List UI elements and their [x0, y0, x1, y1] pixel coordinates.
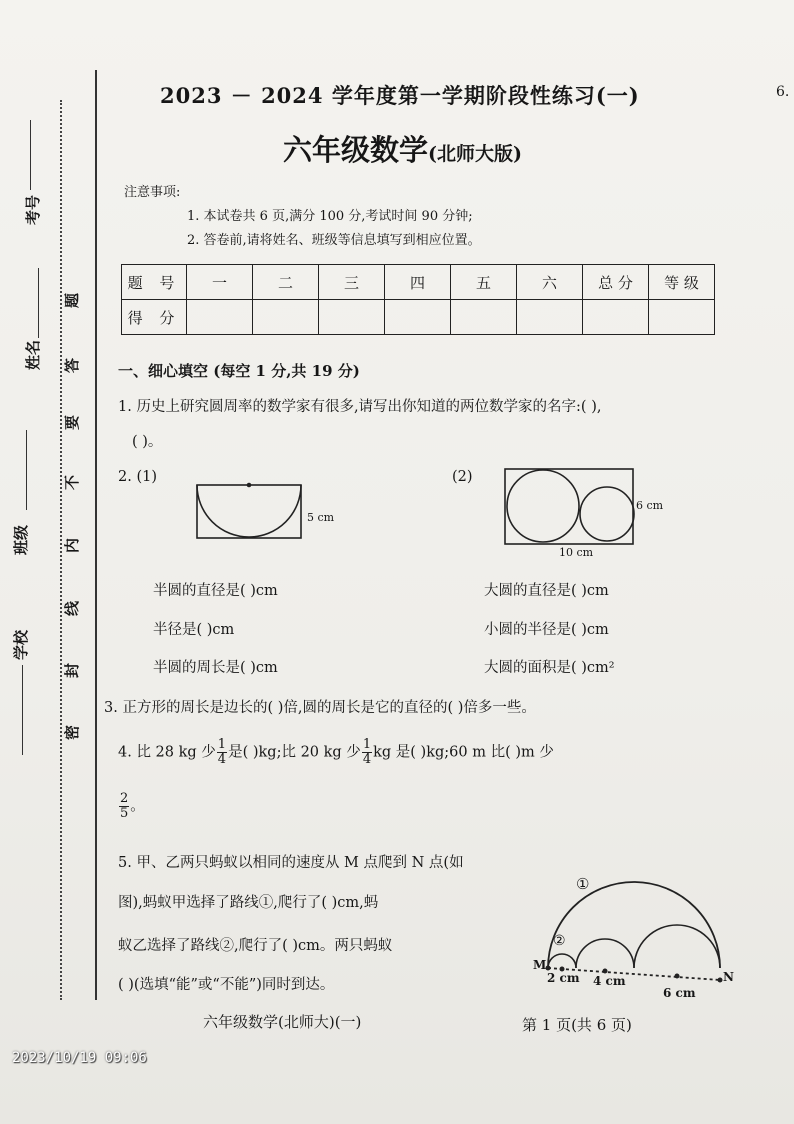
class-label: 班级	[12, 524, 30, 555]
small-circle	[580, 487, 634, 541]
table-cell: 得 分	[122, 300, 187, 335]
table-cell: 题 号	[122, 265, 187, 300]
large-circle	[507, 470, 579, 542]
question-4	[118, 738, 554, 767]
exam-number-field[interactable]	[30, 120, 31, 190]
seal-char: 内	[63, 537, 82, 554]
route-1-arc	[548, 882, 720, 968]
score-input-cell[interactable]	[385, 300, 451, 335]
score-table	[121, 264, 715, 335]
score-header-row	[122, 265, 715, 300]
score-input-cell[interactable]	[187, 300, 253, 335]
seal-char: 密	[63, 724, 82, 741]
name-field[interactable]	[38, 268, 39, 338]
notes-heading: 注意事项:	[124, 185, 181, 200]
score-input-cell[interactable]	[649, 300, 715, 335]
question-4-continued: $\frac{2}{5}$ 。	[120, 791, 145, 821]
score-input-cell[interactable]	[451, 300, 517, 335]
seal-char: 答	[63, 357, 82, 374]
route-1-label: ①	[576, 875, 590, 893]
question-5-line: ( )(选填“能”或“不能”)同时到达。	[118, 977, 335, 993]
table-cell: 总 分	[583, 265, 649, 300]
exam-number-label: 考号	[24, 194, 42, 225]
page-number: 第 1 页(共 6 页)	[522, 1016, 632, 1034]
section-heading: 一、细心填空 (每空 1 分,共 19 分)	[118, 362, 360, 380]
edition-label: (北师大版)	[428, 143, 522, 165]
q2-semicircle-perimeter: 半圆的周长是( )cm	[153, 660, 278, 676]
fig2-bottom-label: 10 cm	[559, 546, 594, 559]
table-cell: 一	[187, 265, 253, 300]
question-1-continued: ( )。	[132, 434, 163, 450]
semicircle-arc	[197, 485, 301, 537]
table-cell: 六	[517, 265, 583, 300]
score-value-row	[122, 300, 715, 335]
question-5-line: 蚁乙选择了路线②,爬行了( )cm。两只蚂蚁	[118, 938, 393, 954]
two-circles-figure	[500, 466, 640, 546]
table-cell: 五	[451, 265, 517, 300]
school-field[interactable]	[22, 665, 23, 755]
seal-solid-line	[95, 70, 97, 1000]
question-5-line: 5. 甲、乙两只蚂蚁以相同的速度从 M 点爬到 N 点(如	[118, 855, 464, 871]
question-3: 3. 正方形的周长是边长的( )倍,圆的周长是它的直径的( )倍多一些。	[104, 700, 536, 716]
fig2-side-label: 6 cm	[636, 499, 664, 512]
table-cell: 等 级	[649, 265, 715, 300]
length-label: 2 cm	[547, 971, 580, 985]
class-field[interactable]	[26, 430, 27, 510]
center-point	[247, 483, 252, 488]
point-n-label: N	[723, 970, 734, 984]
exam-main-title	[283, 128, 522, 169]
route-2-arc	[576, 939, 634, 968]
center-point	[603, 969, 608, 974]
route-2-arc	[634, 925, 720, 968]
score-input-cell[interactable]	[517, 300, 583, 335]
length-label: 4 cm	[593, 974, 626, 988]
score-input-cell[interactable]	[319, 300, 385, 335]
q2-radius: 半径是( )cm	[153, 622, 235, 638]
point-n	[718, 978, 723, 983]
table-cell: 四	[385, 265, 451, 300]
semicircle-figure	[190, 480, 310, 540]
note-item: 1. 本试卷共 6 页,满分 100 分,考试时间 90 分钟;	[187, 209, 473, 224]
q2-large-circle-diameter: 大圆的直径是( )cm	[484, 583, 609, 599]
note-item: 2. 答卷前,请将姓名、班级等信息填写到相应位置。	[187, 233, 481, 248]
q4-part-b: 是( )kg;比 20 kg 少	[228, 744, 361, 761]
seal-char: 封	[63, 662, 82, 679]
q2-small-circle-radius: 小圆的半径是( )cm	[484, 622, 609, 638]
q4-part-c: kg 是( )kg;60 m 比( )m 少	[373, 744, 554, 761]
score-input-cell[interactable]	[583, 300, 649, 335]
question-5-line: 图),蚂蚁甲选择了路线①,爬行了( )cm,蚂	[118, 895, 379, 911]
center-point	[675, 974, 680, 979]
question-2-part2-label: (2)	[452, 469, 473, 485]
photo-timestamp: 2023/10/19 09:06	[12, 1050, 147, 1066]
seal-char: 要	[63, 414, 82, 431]
route-2-label: ②	[553, 933, 566, 949]
fig1-width-label: 5 cm	[307, 511, 335, 524]
seal-char: 不	[63, 474, 82, 491]
exam-term-title: 2023 － 2024 学年度第一学期阶段性练习(一)	[160, 83, 640, 108]
q4-part-a: 4. 比 28 kg 少	[118, 744, 216, 761]
point-m-label: M	[533, 958, 547, 972]
next-page-number: 6.	[776, 84, 790, 100]
route-2-arc	[548, 954, 576, 968]
q2-semicircle-diameter: 半圆的直径是( )cm	[153, 583, 278, 599]
school-label: 学校	[12, 629, 30, 660]
table-cell: 二	[253, 265, 319, 300]
name-label: 姓名	[24, 339, 42, 370]
subject-title: 六年级数学	[283, 133, 429, 167]
length-label: 6 cm	[663, 986, 696, 1000]
seal-char: 题	[63, 292, 82, 309]
fraction-one-quarter: $\frac{1}{4}$	[217, 737, 227, 767]
seal-char: 线	[63, 600, 82, 617]
question-2-part1-label: 2. (1)	[118, 469, 157, 485]
question-1: 1. 历史上研究圆周率的数学家有很多,请写出你知道的两位数学家的名字:( ),	[118, 399, 602, 415]
rectangle-shape	[197, 485, 301, 538]
score-input-cell[interactable]	[253, 300, 319, 335]
footer-subject: 六年级数学(北师大)(一)	[203, 1013, 362, 1031]
table-cell: 三	[319, 265, 385, 300]
q2-large-circle-area: 大圆的面积是( )cm²	[484, 660, 615, 676]
fraction-one-quarter: $\frac{1}{4}$	[362, 737, 372, 767]
fraction-two-fifths: $\frac{2}{5}$	[120, 791, 129, 821]
